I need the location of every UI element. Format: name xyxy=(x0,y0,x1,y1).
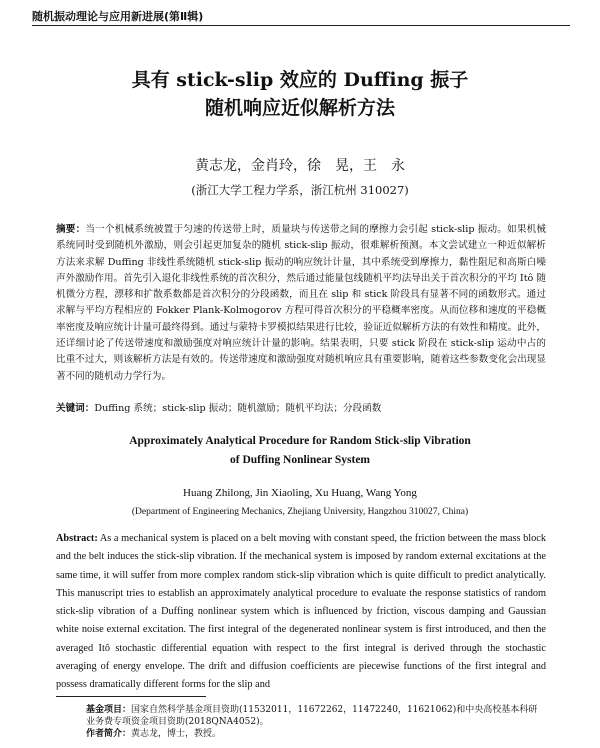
authors-en: Huang Zhilong, Jin Xiaoling, Xu Huang, Wang Yong xyxy=(183,487,417,499)
paper-title-zh xyxy=(0,66,600,122)
footnote xyxy=(86,704,546,740)
affiliation-zh: (浙江大学工程力学系，浙江杭州 310027) xyxy=(191,183,409,197)
header-rule xyxy=(32,25,570,26)
title-en-line2: of Duffing Nonlinear System xyxy=(229,454,371,466)
fund-note xyxy=(86,704,546,728)
affiliation-en: (Department of Engineering Mechanics, Zhejiang University, Hangzhou 310027, China) xyxy=(131,507,469,517)
keywords-zh-text: Duffing 系统；stick-slip 振动；随机激励；随机平均法；分段函数 xyxy=(94,403,382,414)
abstract-en-text: As a mechanical system is placed on a belt moving with constant speed, the friction between the mass block and the belt induces the stick-slip vibration. If the mechanical system is imposed by random external excitations at the same time, it will suffer from more complex random stick-slip vibration which is quite difficult to predict analytically. This manuscript tries to establish an approximately analytical procedure to evaluate the response statistics of random stick-slip vibration of a Duffing nonlinear system which is influenced by friction, viscous damping and Gaussian white noise external excitation. The first integral of the degenerated nonlinear system is first introduced, and then the averaged Itô stochastic differential equation with respect to the first integral is derived through the stochastic averaging of energy envelope. The drift and diffusion coefficients are piecewise functions of the first integral and possess dramatically different forms for the slip and xyxy=(56,533,546,691)
author-bio-label: 作者简介： xyxy=(86,729,132,739)
abstract-en xyxy=(56,530,546,695)
keywords-zh-label: 关键词： xyxy=(56,403,95,414)
footnote-rule xyxy=(56,696,206,697)
author-bio-text: 黄志龙，博士，教授。 xyxy=(131,729,222,739)
running-head: 随机振动理论与应用新进展(第Ⅱ辑) xyxy=(32,10,204,23)
title-en-line1: Approximately Analytical Procedure for Random Stick-slip Vibration xyxy=(129,435,471,447)
abstract-zh-label: 摘要： xyxy=(56,224,86,235)
fund-text: 国家自然科学基金项目资助(11532011，11672262，11472240，11621062)和中央高校基本科研业务费专项资金项目资助(2018QNA4052)。 xyxy=(86,705,538,727)
title-zh-line1: 具有 stick-slip 效应的 Duffing 振子 xyxy=(131,69,469,91)
abstract-en-label: Abstract: xyxy=(56,533,98,544)
paper-title-en xyxy=(0,432,600,470)
authors-zh: 黄志龙，金肖玲，徐 晃，王 永 xyxy=(195,158,405,174)
abstract-zh-text: 当一个机械系统被置于匀速的传送带上时，质量块与传送带之间的摩擦力会引起 stick-slip 振动。如果机械系统同时受到随机外激励，则会引起更加复杂的随机 stick-slip 振动，很难解析预测。本文尝试建立一种近似解析方法来求解 Duffing 非线性系统随机 stick-slip 振动的响应统计计量，其中系统受到摩擦力，黏性阻尼和高斯白噪声外激励作用。首先引入退化非线性系统的首次积分，然后通过能量包线随机平均法导出关于首次积分的平均 Itô 随机微分方程，漂移和扩散系数都是首次积分的分段函数，而且在 slip 和 stick 阶段具有显著不同的函数形式。通过求解与平均方程相应的 Fokker Plank-Kolmogorov 方程可得首次积分的平稳概率密度。从而位移和速度的平稳概率密度及响应统计计量可最终得到。通过与蒙特卡罗模拟结果进行比较，验证近似解析方法的有效性和精度。此外，还详细讨论了传送带速度和激励强度对响应统计计量的影响。结果表明，只要 stick 阶段在 stick-slip 运动中占的比重不过大，则该解析方法是有效的。传送带速度和激励强度对随机响应具有重要影响，随着这些参数变化会出现显著不同的随机动力学行为。 xyxy=(56,224,547,382)
title-zh-line2: 随机响应近似解析方法 xyxy=(204,97,395,119)
fund-label: 基金项目： xyxy=(86,705,132,715)
author-note xyxy=(86,728,546,740)
abstract-zh xyxy=(56,222,546,385)
keywords-zh xyxy=(56,401,546,417)
